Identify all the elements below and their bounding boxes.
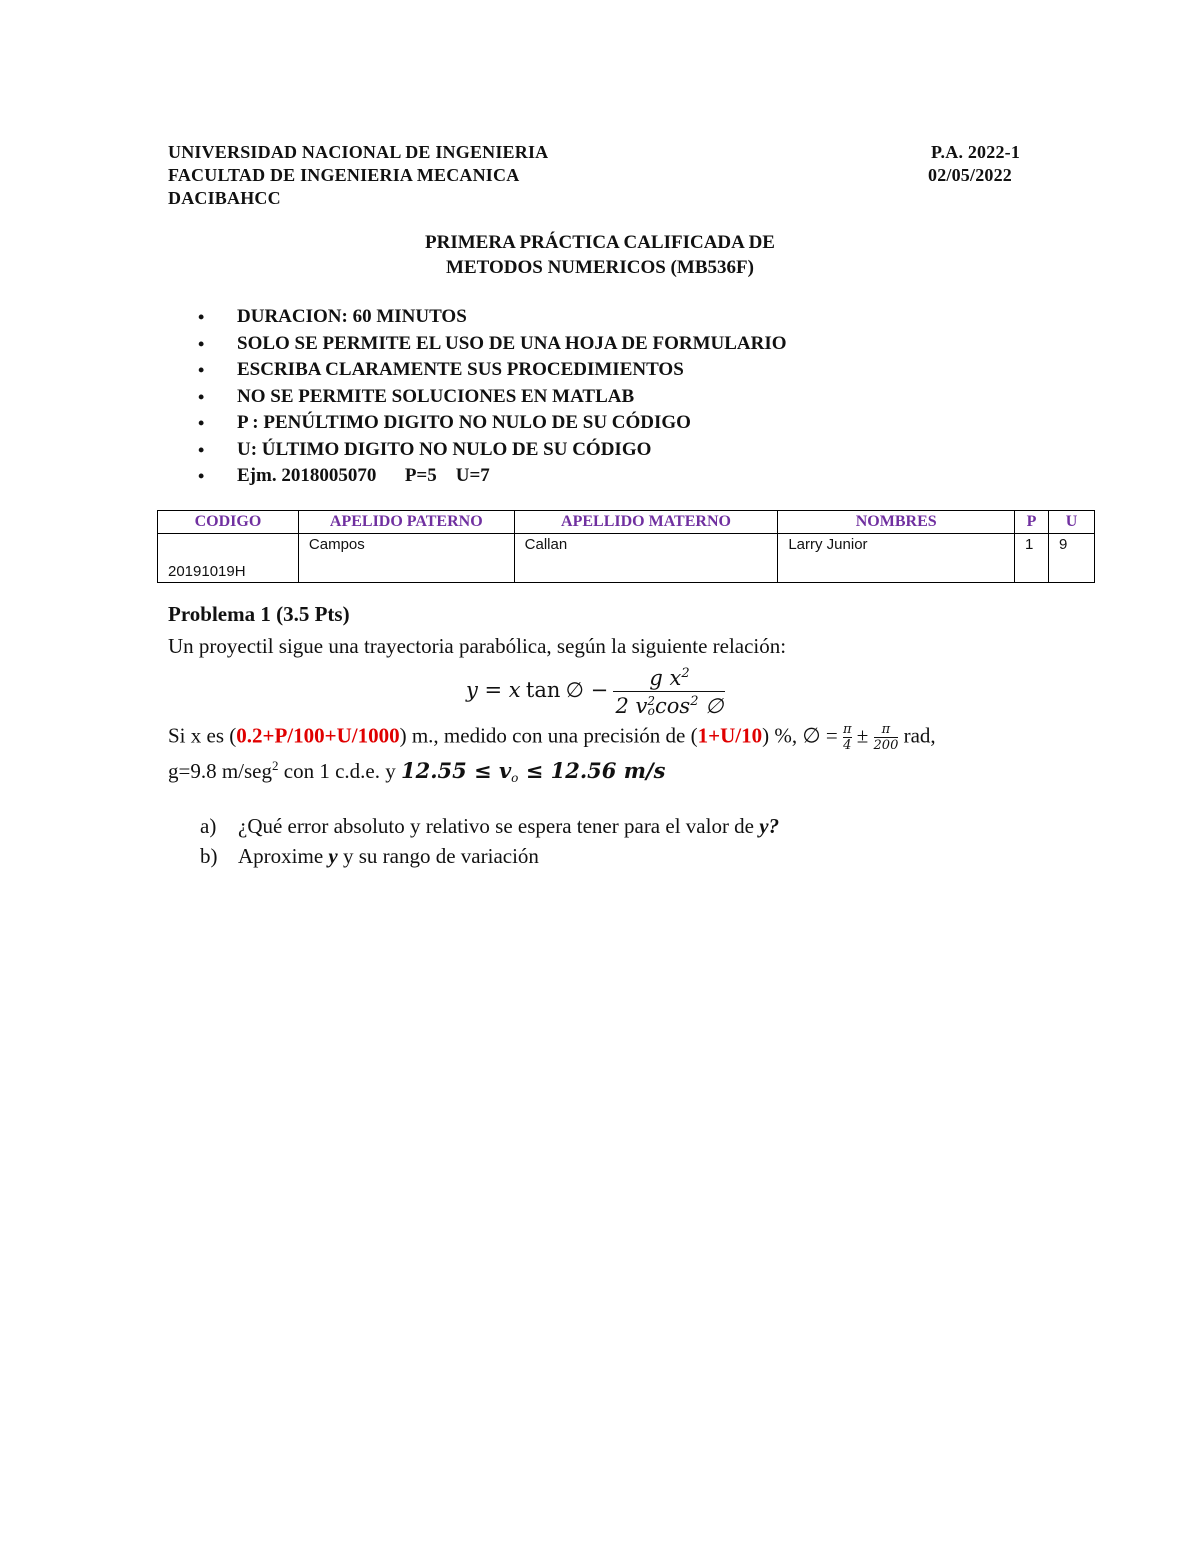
cell-apellido-paterno: Campos: [298, 534, 514, 583]
problem-intro: Un proyectil sigue una trayectoria parabólica, según la siguiente relación:: [168, 634, 787, 658]
cond-rad: rad,: [898, 723, 936, 748]
denominator-phi: ∅: [705, 694, 724, 718]
v-subscript: o: [647, 704, 655, 718]
condition-line-2: [168, 758, 665, 785]
numerator-exponent: 2: [681, 666, 690, 681]
pi-numerator-2: π: [881, 722, 891, 737]
numerator-text: g x: [649, 666, 682, 690]
formula-lhs: y = x: [466, 677, 521, 702]
rule-item: • P : PENÚLTIMO DIGITO NO NULO DE SU CÓDIGO: [192, 410, 787, 437]
exam-title-line2: METODOS NUMERICOS (MB536F): [446, 257, 754, 278]
cond-medido: ) m., medido con una precisión de (: [399, 723, 698, 748]
header-apellido-paterno: APELIDO PATERNO: [298, 511, 514, 534]
header-p: P: [1015, 511, 1049, 534]
exam-title-line1: PRIMERA PRÁCTICA CALIFICADA DE: [425, 232, 775, 253]
university-name: UNIVERSIDAD NACIONAL DE INGENIERIA: [168, 142, 549, 162]
denominator-two-v: 2 v: [615, 694, 648, 718]
question-variable: y?: [759, 814, 780, 838]
pi-over-4: [843, 722, 852, 753]
formula-fraction: [613, 666, 725, 718]
academic-period: P.A. 2022-1: [931, 142, 1021, 162]
rule-item: • DURACION: 60 MINUTOS: [192, 304, 787, 331]
pi-denominator-2: 200: [873, 738, 899, 753]
formula-denominator: [613, 691, 725, 718]
question-variable: y: [328, 844, 338, 868]
header-codigo: CODIGO: [158, 511, 299, 534]
question-list: [200, 814, 779, 874]
question-text-post: y su rango de variación: [337, 844, 539, 868]
cond-si-x-es: Si x es (: [168, 723, 237, 748]
trajectory-formula: [466, 666, 725, 718]
v-range-left: 12.55 ≤ v: [400, 758, 512, 783]
cell-codigo: 20191019H: [158, 534, 299, 583]
pi-over-200: [874, 722, 899, 753]
x-expression: 0.2+P/100+U/1000: [236, 723, 400, 748]
cond-cde: con 1 c.d.e. y: [278, 759, 401, 783]
plus-minus: ±: [851, 723, 874, 748]
exam-date: 02/05/2022: [928, 165, 1013, 185]
question-item: [200, 844, 779, 874]
question-label: a): [200, 814, 217, 838]
student-info-table: [157, 510, 1095, 583]
problem-title: Problema 1 (3.5 Pts): [168, 602, 350, 626]
rule-item: • NO SE PERMITE SOLUCIONES EN MATLAB: [192, 384, 787, 411]
precision-expression: 1+U/10: [697, 723, 763, 748]
table-header-row: [158, 511, 1095, 534]
v-superscript: 2: [647, 694, 656, 708]
gravity-text: g=9.8 m/seg: [168, 759, 273, 783]
faculty-name: FACULTAD DE INGENIERIA MECANICA: [168, 165, 520, 185]
denominator-cos: cos: [655, 694, 691, 718]
rule-item: • ESCRIBA CLARAMENTE SUS PROCEDIMIENTOS: [192, 357, 787, 384]
v-scripts: [647, 696, 655, 716]
header-apellido-materno: APELLIDO MATERNO: [514, 511, 778, 534]
gravity-exponent: 2: [272, 758, 279, 773]
cos-exponent: 2: [690, 694, 699, 709]
rule-item: • U: ÚLTIMO DIGITO NO NULO DE SU CÓDIGO: [192, 437, 787, 464]
exam-rules-list: [192, 304, 787, 490]
pi-numerator-1: π: [842, 722, 852, 737]
condition-line-1: [168, 722, 936, 753]
cell-u: 9: [1049, 534, 1095, 583]
question-text: ¿Qué error absoluto y relativo se espera tener para el valor de: [238, 814, 760, 838]
header-u: U: [1049, 511, 1095, 534]
cell-apellido-materno: Callan: [514, 534, 778, 583]
table-row: [158, 534, 1095, 583]
formula-phi-minus: ∅ −: [565, 677, 609, 702]
pi-denominator-1: 4: [843, 738, 852, 753]
rule-item: • Ejm. 2018005070 P=5 U=7: [192, 463, 787, 490]
formula-numerator: [613, 666, 725, 691]
question-item: [200, 814, 779, 844]
question-label: b): [200, 844, 218, 868]
question-text: Aproxime: [238, 844, 329, 868]
header-nombres: NOMBRES: [778, 511, 1015, 534]
cell-p: 1: [1015, 534, 1049, 583]
rule-item: • SOLO SE PERMITE EL USO DE UNA HOJA DE FORMULARIO: [192, 331, 787, 358]
v-range-subscript: o: [511, 771, 519, 785]
v-range-right: ≤ 12.56 m/s: [518, 758, 666, 783]
department-name: DACIBAHCC: [168, 188, 281, 208]
formula-tan: tan: [525, 677, 561, 702]
cell-nombres: Larry Junior: [778, 534, 1015, 583]
cond-percent-phi: ) %, ∅ =: [762, 723, 843, 748]
